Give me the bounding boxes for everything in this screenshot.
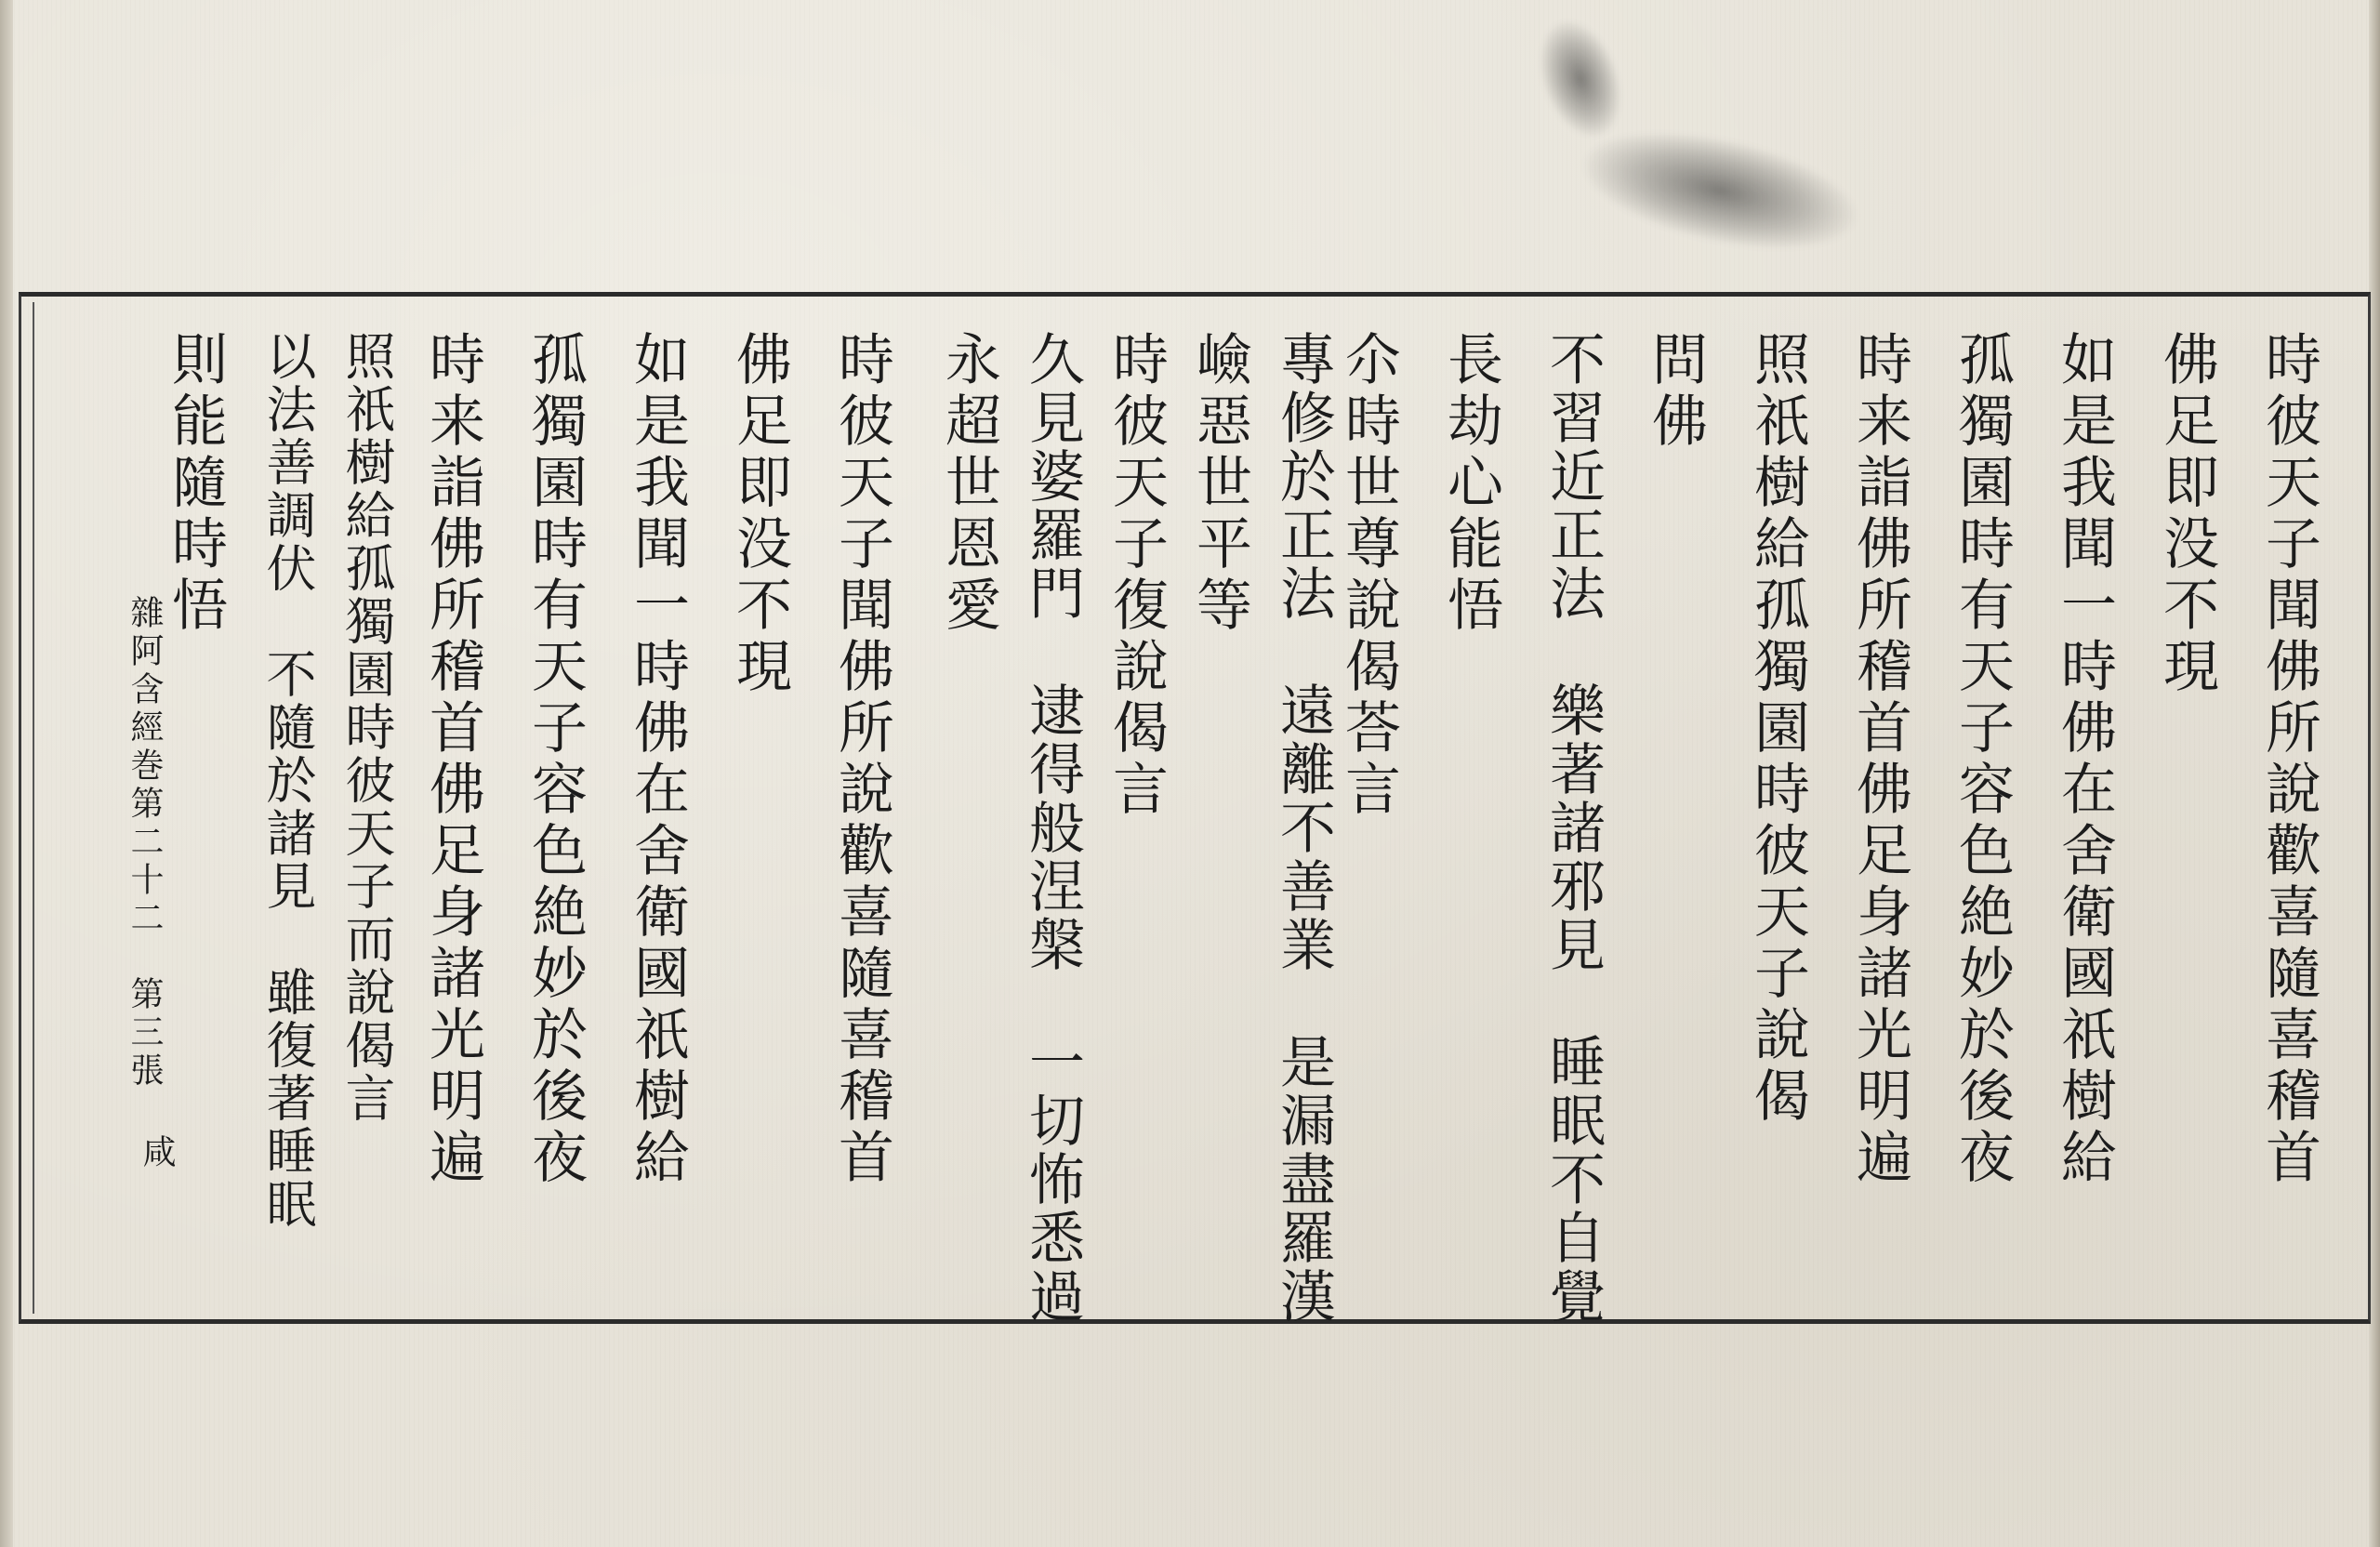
text-column: 則能隨時悟 [163, 330, 228, 637]
text-column: 專修於正法 遠離不善業 是漏盡羅漢 [1271, 330, 1336, 1326]
text-column: 不習近正法 樂著諸邪見 睡眠不自覺 [1540, 330, 1606, 1326]
text-column: 尒時世尊說偈荅言 [1336, 330, 1401, 821]
text-column: 時彼天子聞佛所說歡喜隨喜稽首 [2256, 330, 2321, 1189]
text-column: 佛足即没不現 [2154, 330, 2219, 698]
carver-mark: 咸 [138, 1134, 176, 1172]
text-column: 佛足即没不現 [727, 330, 792, 698]
text-column: 長劫心能悟 [1438, 330, 1503, 637]
text-column: 永超世恩愛 [936, 330, 1001, 637]
text-column: 照祇樹給孤獨園時彼天子而說偈言 [337, 330, 396, 1125]
colophon: 雜阿含經巻第二十二 第三張 [126, 595, 164, 1091]
text-column: 孤獨園時有天子容色絶妙於後夜 [522, 330, 588, 1189]
text-column: 孤獨園時有天子容色絶妙於後夜 [1950, 330, 2015, 1189]
text-column: 時彼天子聞佛所說歡喜隨喜稽首 [829, 330, 894, 1189]
text-column: 照祇樹給孤獨園時彼天子說偈 [1745, 330, 1810, 1128]
text-column: 嶮惡世平等 [1187, 330, 1252, 637]
text-column: 久見婆羅門 逮得般涅槃 一切怖悉過 [1020, 330, 1085, 1326]
text-column: 時来詣佛所稽首佛足身諸光明遍 [1847, 330, 1912, 1189]
text-column: 以法善調伏 不隨於諸見 雖復著睡眠 [258, 330, 317, 1231]
text-column: 如是我聞一時佛在舍衛國祇樹給 [2052, 330, 2117, 1189]
text-column: 如是我聞一時佛在舍衛國祇樹給 [625, 330, 690, 1189]
page-left-edge [0, 0, 13, 1547]
text-column: 時来詣佛所稽首佛足身諸光明遍 [420, 330, 485, 1189]
text-column: 問佛 [1643, 330, 1708, 453]
text-column: 時彼天子復說偈言 [1104, 330, 1169, 821]
